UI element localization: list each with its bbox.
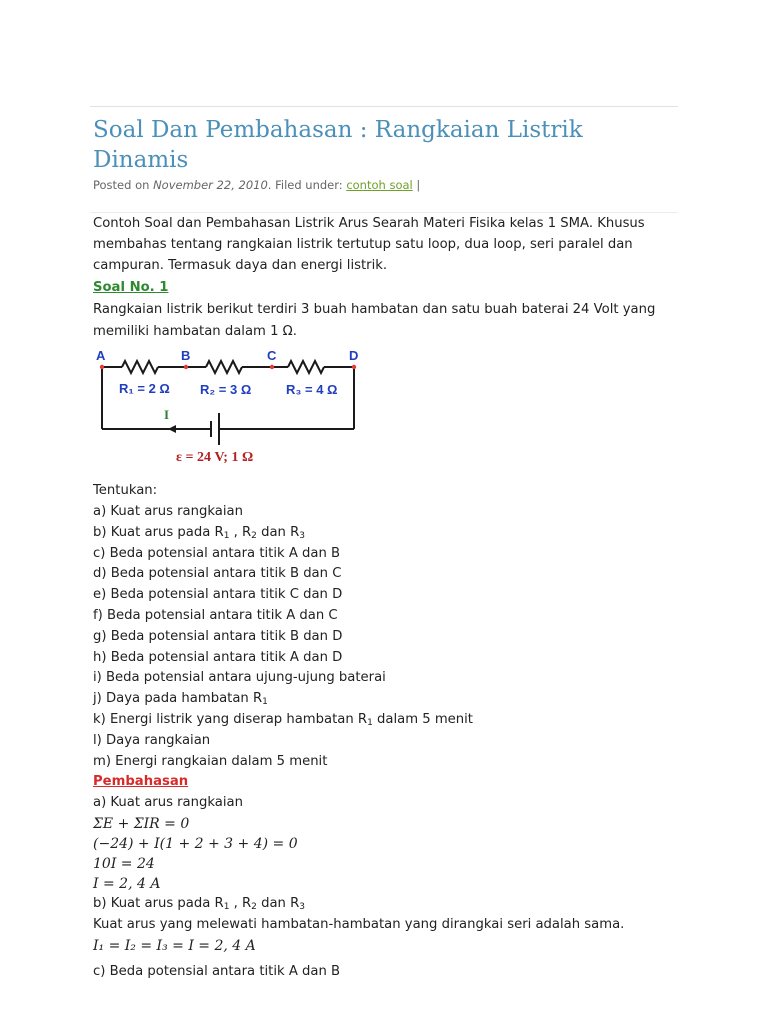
question-l: l) Daya rangkaian [93,732,211,748]
question-k-tail: dalam 5 menit [372,711,473,727]
category-link[interactable]: contoh soal [346,178,413,192]
node-a-label: A [96,348,106,364]
question-b-mid: , R [229,524,252,540]
answer-a-label: a) Kuat arus rangkaian [93,795,243,811]
question-d: d) Beda potensial antara titik B dan C [93,566,342,582]
r3-label: R₃ = 4 Ω [286,382,338,398]
question-c: c) Beda potensial antara titik A dan B [93,545,341,561]
question-b-text: b) Kuat arus pada R [93,524,224,540]
question-h: h) Beda potensial antara titik A dan D [93,649,343,665]
r1-label: R₁ = 2 Ω [119,381,170,397]
sub-1: 1 [367,717,373,728]
sub-1: 1 [223,901,230,912]
question-b-mid: dan R [256,524,300,540]
answer-b-text: b) Kuat arus pada R [93,895,224,911]
post-title[interactable]: Soal Dan Pembahasan : Rangkaian Listrik Dinamis [93,117,583,173]
sub-1: 1 [223,530,230,541]
sub-2: 2 [251,901,257,912]
sub-2: 2 [251,530,257,541]
resistor-r1 [122,361,158,373]
post-date: November 22, 2010 [153,178,268,192]
sub-3: 3 [299,530,305,541]
top-divider [90,106,678,107]
post-content [93,214,693,982]
post-meta [93,178,420,192]
answer-b-label [93,894,693,915]
node-dot [352,365,356,369]
answer-b-text-paragraph: Kuat arus yang melewati hambatan-hambatan yang dirangkai seri adalah sama. [93,916,625,932]
question-e: e) Beda potensial antara titik C dan D [93,587,343,603]
question-k-text: k) Energi listrik yang diserap hambatan R [93,711,368,727]
answer-c-label: c) Beda potensial antara titik A dan B [93,963,341,979]
equation-line: ΣE + ΣIR = 0 [93,815,190,832]
circuit-diagram [96,347,366,469]
equation-line: I₁ = I₂ = I₃ = I = 2, 4 A [93,937,256,954]
sub-3: 3 [299,901,305,912]
equation-line: (−24) + I(1 + 2 + 3 + 4) = 0 [93,835,298,852]
answer-b-mid: dan R [256,895,300,911]
question-i: i) Beda potensial antara ujung-ujung baterai [93,670,386,686]
pembahasan-heading: Pembahasan [93,774,189,790]
node-dot [100,365,104,369]
soal-text: Rangkaian listrik berikut terdiri 3 buah hambatan dan satu buah baterai 24 Volt yang memiliki hambatan dalam 1 Ω. [93,302,656,340]
sub-1: 1 [262,697,268,708]
resistor-r3 [288,361,324,373]
current-arrow-icon [168,425,176,433]
question-g: g) Beda potensial antara titik B dan D [93,628,343,644]
r2-label: R₂ = 3 Ω [200,382,252,398]
intro-paragraph: Contoh Soal dan Pembahasan Listrik Arus Searah Materi Fisika kelas 1 SMA. Khusus membahas tentang rangkaian listrik tertutup satu loop, dua loop, seri paralel dan campuran. Termasuk daya dan energi listrik. [93,216,645,273]
node-dot [270,365,274,369]
node-d-label: D [349,348,359,364]
equation-line: I = 2, 4 A [93,875,161,892]
node-c-label: C [267,348,277,364]
question-m: m) Energi rangkaian dalam 5 menit [93,753,328,769]
question-a: a) Kuat arus rangkaian [93,503,243,519]
question-k [93,710,693,731]
question-j-text: j) Daya pada hambatan R [93,691,263,707]
answer-b-mid: , R [229,895,252,911]
current-label: I [164,407,170,423]
meta-divider [90,212,678,213]
resistor-r2 [206,361,242,373]
emf-label: ε = 24 V; 1 Ω [176,450,254,466]
filed-under-label: . Filed under: [267,178,347,192]
node-dot [184,365,188,369]
soal-heading: Soal No. 1 [93,280,169,296]
tentukan-label: Tentukan: [93,483,158,499]
meta-separator: | [412,178,421,192]
equation-line: 10I = 24 [93,855,155,872]
question-b [93,523,693,544]
question-j [93,689,693,710]
question-f: f) Beda potensial antara titik A dan C [93,607,338,623]
node-b-label: B [181,348,191,364]
posted-on-label: Posted on [93,178,154,192]
